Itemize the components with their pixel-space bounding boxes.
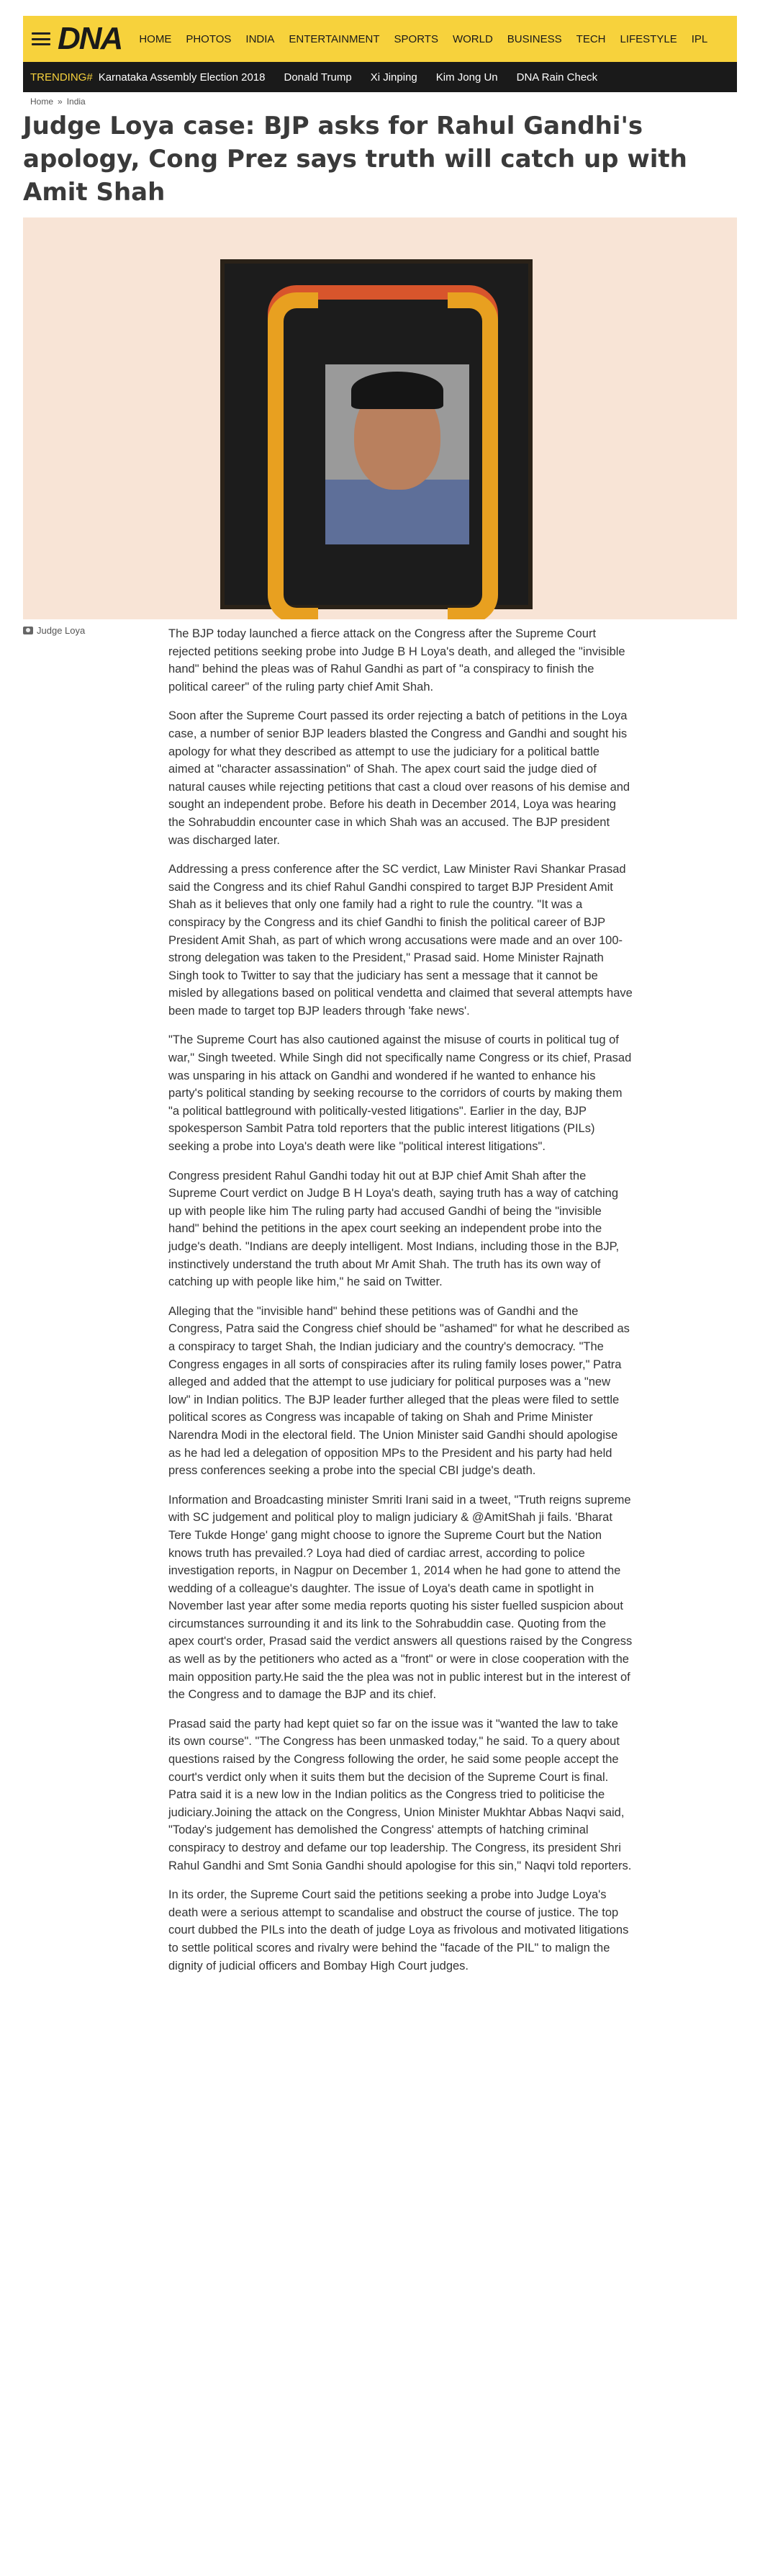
nav-lifestyle[interactable]: LIFESTYLE [620, 32, 677, 45]
portrait-frame [220, 259, 533, 609]
nav-entertainment[interactable]: ENTERTAINMENT [289, 32, 380, 45]
nav-business[interactable]: BUSINESS [507, 32, 562, 45]
nav-tech[interactable]: TECH [576, 32, 606, 45]
article-paragraph: "The Supreme Court has also cautioned against the misuse of courts in political tug of war," Singh tweeted. While Singh did not specifically name Congress or its chief, Prasad was unsparing in his attack on Gandhi and wondered if he wanted to enhance his party's political standing by seeking recourse to the corridors of courts by making them "a political battleground with politically-vested litigations". Earlier in the day, BJP spokesperson Sambit Patra told reporters that the public interest litigations (PILs) seeking a probe into Loya's death were like "political interest litigations". [168, 1033, 632, 1154]
trending-item[interactable]: Karnataka Assembly Election 2018 [98, 71, 266, 84]
main-nav [132, 33, 715, 45]
trending-item[interactable]: DNA Rain Check [516, 71, 598, 84]
image-caption-text: Judge Loya [37, 625, 86, 636]
breadcrumb-section[interactable]: India [66, 97, 86, 107]
portrait-photo [325, 364, 469, 544]
trending-label: TRENDING# [30, 71, 93, 84]
menu-icon[interactable] [32, 32, 50, 45]
camera-icon [23, 627, 33, 634]
nav-ipl[interactable]: IPL [691, 32, 708, 45]
article-paragraph: Prasad said the party had kept quiet so far on the issue was it "wanted the law to take its own course". "The Congress has been unmasked today," he said. To a query about questions raised by the Congress following the order, he said some people accept the court's verdict only when it suits them but the decision of the Supreme Court is final. Patra said it is a new low in the Indian politics as the Congress tried to politicise the judiciary.Joining the attack on the Congress, Union Minister Mukhtar Abbas Naqvi said, "Today's judgement has demolished the Congress' attempts of hatching criminal conspiracy to destroy and defame our top leadership. The Congress, its president Shri Rahul Gandhi and Smt Sonia Gandhi should apologise for this sin," Naqvi told reporters. [168, 1717, 632, 1872]
nav-india[interactable]: INDIA [245, 32, 275, 45]
article-hero-image [23, 217, 737, 619]
image-caption [23, 625, 85, 636]
breadcrumb [30, 97, 86, 107]
nav-photos[interactable]: PHOTOS [186, 32, 232, 45]
trending-item[interactable]: Kim Jong Un [435, 71, 498, 84]
article-paragraph: Soon after the Supreme Court passed its order rejecting a batch of petitions in the Loya case, a number of senior BJP leaders blasted the Congress and Gandhi and sought his apology for what they described as attempt to use the judiciary for a political battle aimed at "character assassination" of Shah. The apex court said the judge died of natural causes while rejecting petitions that cast a cloud over reasons of his demise and sought an independent probe. Before his death in December 2014, Loya was hearing the Sohrabuddin encounter case in which Shah was an accused. The BJP president was discharged later. [168, 709, 630, 847]
trending-bar [23, 62, 737, 92]
site-logo[interactable]: DNA [58, 21, 122, 56]
article-paragraph: The BJP today launched a fierce attack on the Congress after the Supreme Court rejected petitions seeking probe into Judge B H Loya's death, and alleged the "invisible hand" behind the pleas was of Rahul Gandhi as part of "a conspiracy to finish the political career" of the ruling party chief Amit Shah. [168, 627, 625, 694]
trending-item[interactable]: Donald Trump [284, 71, 352, 84]
nav-world[interactable]: WORLD [452, 32, 493, 45]
site-header [23, 16, 737, 62]
article-paragraph: Alleging that the "invisible hand" behind these petitions was of Gandhi and the Congress, Patra said the Congress chief should be "ashamed" for what he described as a conspiracy to target Shah, the Indian judiciary and the country's democracy. "The Congress engages in all sorts of conspiracies after its ruling family loses power," Patra alleged and added that the attempt to use judiciary for political purposes was a "new low" in Indian politics. The BJP leader further alleged that the pleas were filed to settle political scores as Congress was incapable of taking on Shah and Prime Minister Narendra Modi in the electoral field. The Union Minister said Gandhi should apologise as he had led a delegation of opposition MPs to the President and his party had held press conferences seeking a probe into the special CBI judge's death. [168, 1304, 630, 1478]
article-headline: Judge Loya case: BJP asks for Rahul Gandhi's apology, Cong Prez says truth will catch up with Amit Shah [23, 112, 687, 207]
nav-sports[interactable]: SPORTS [394, 32, 438, 45]
trending-item[interactable]: Xi Jinping [370, 71, 417, 84]
nav-home[interactable]: HOME [139, 32, 172, 45]
article-paragraph: Information and Broadcasting minister Smriti Irani said in a tweet, "Truth reigns supreme with SC judgement and political ploy to malign judiciary & @AmitShah ji fails. 'Bharat Tere Tukde Honge' gang might choose to ignore the Supreme Court but the Nation knows truth has prevailed.? Loya had died of cardiac arrest, according to police investigation reports, in Nagpur on December 1, 2014 when he had gone to attend the wedding of a colleague's daughter. The issue of Loya's death came in spotlight in November last year after some media reports quoting his sister fuelled suspicion about circumstances surrounding it and its link to the Sohrabuddin case. Quoting from the apex court's order, Prasad said the verdict answers all questions raised by the Congress as well as by the petitioners who acted as a "front" or were in close cooperation with the main opposition party.He said the the plea was not in public interest but in the interest of the Congress and to damage the BJP and its chief. [168, 1493, 633, 1702]
article-paragraph: Congress president Rahul Gandhi today hit out at BJP chief Amit Shah after the Supreme Court verdict on Judge B H Loya's death, saying truth has a way of catching up with people like him The ruling party had accused Gandhi of being the "invisible hand" behind the petitions in the apex court seeking an independent probe into the judge's death. "Indians are deeply intelligent. Most Indians, including those in the BJP, instinctively understand the truth about Mr Amit Shah. The truth has its own way of catching up with people like him," he said on Twitter. [168, 1169, 620, 1289]
breadcrumb-home[interactable]: Home [30, 97, 54, 107]
breadcrumb-separator: » [58, 97, 63, 107]
article-body [168, 625, 633, 1986]
article-paragraph: Addressing a press conference after the SC verdict, Law Minister Ravi Shankar Prasad said the Congress and its chief Rahul Gandhi conspired to target BJP President Amit Shah as it believes that only one family had a right to rule the country. "It was a conspiracy by the Congress and its chief Gandhi to finish the political career of BJP President Amit Shah, as part of which wrong accusations were made and an over 100-strong delegation was taken to the President," Prasad said. Home Minister Rajnath Singh took to Twitter to say that the judiciary has sent a message that it cannot be misled by allegations based on political vendetta and claimed that several attempts have been made to target top BJP leaders through 'fake news'. [168, 863, 633, 1018]
article-paragraph: In its order, the Supreme Court said the petitions seeking a probe into Judge Loya's death were a serious attempt to scandalise and obstruct the course of justice. The top court dubbed the PILs into the death of judge Loya as frivolous and motivated litigations to settle political scores and rivalry were behind the "facade of the PIL" to malign the dignity of judicial officers and Bombay High Court judges. [168, 1888, 629, 1973]
